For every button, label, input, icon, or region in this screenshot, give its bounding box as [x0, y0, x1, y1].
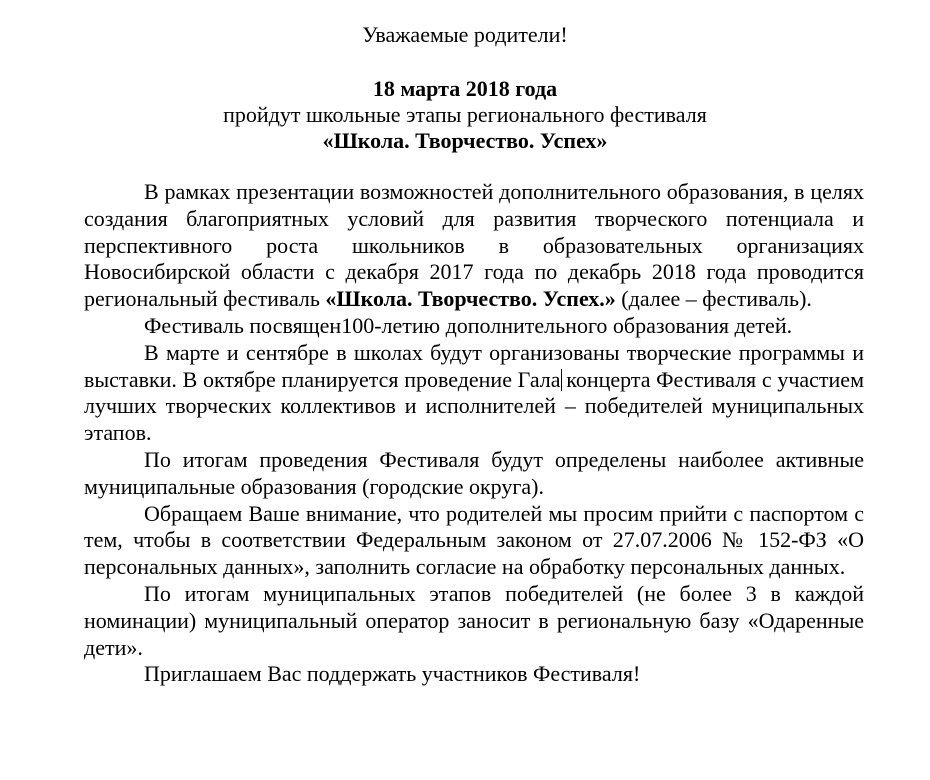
paragraph-6: По итогам муниципальных этапов победителей (не более 3 в каждой номинации) муниципальный оператор заносит в региональную базу «Одаренные дети».	[84, 580, 864, 660]
paragraph-3-tail: концерта Фестиваля с участием лучших творческих коллективов и исполнителей – победителей муниципальных этапов.	[84, 366, 864, 446]
greeting-heading: Уважаемые родители!	[362, 22, 568, 47]
paragraph-7: Приглашаем Вас поддержать участников Фестиваля!	[144, 661, 641, 687]
paragraph-1-text: В рамках презентации возможностей дополнительного образования, в целях создания благоприятных условий для развития творческого потенциала и перспективного роста школьников в образовательных организациях Новосибирской области с декабря 2017 года по декабрь 2018 года проводится региональный фестиваль	[84, 179, 864, 312]
paragraph-4: По итогам проведения Фестиваля будут определены наиболее активные муниципальные образования (городские округа).	[84, 446, 864, 499]
paragraph-3	[84, 340, 864, 447]
paragraph-3-text: В марте и сентябре в школах будут организованы творческие программы и выставки. В октябре планируется проведение Гала	[84, 339, 864, 392]
festival-name: «Школа. Творчество. Успех»	[322, 128, 608, 153]
paragraph-1	[84, 179, 864, 313]
paragraph-5: Обращаем Ваше внимание, что родителей мы просим прийти с паспортом с тем, чтобы в соответствии Федеральным законом от 27.07.2006 № 152-ФЗ «О персональных данных», заполнить согласие на обработку персональных данных.	[84, 500, 864, 580]
letter-body	[84, 179, 864, 688]
paragraph-1-festival-name: «Школа. Творчество. Успех.»	[325, 286, 616, 312]
event-date: 18 марта 2018 года	[372, 76, 558, 101]
paragraph-2: Фестиваль посвящен100-летию дополнительного образования детей.	[144, 312, 793, 338]
event-subtitle: пройдут школьные этапы регионального фестиваля	[223, 102, 707, 127]
paragraph-1-tail: (далее – фестиваль).	[615, 286, 812, 312]
